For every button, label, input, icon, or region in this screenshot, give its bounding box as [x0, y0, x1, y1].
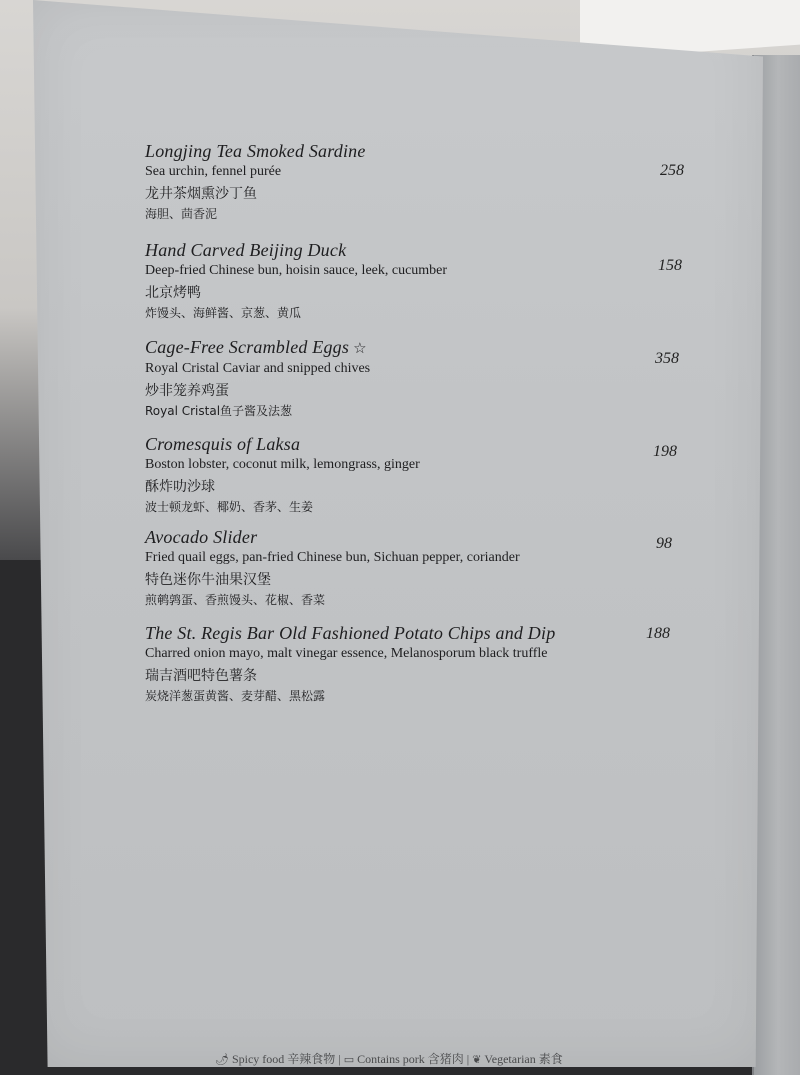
item-description-cn: 炸馒头、海鲜酱、京葱、黄瓜	[145, 306, 302, 320]
legend-pork: Contains pork 含猪肉	[357, 1052, 464, 1066]
item-description-cn: 煎鹌鹑蛋、香煎馒头、花椒、香菜	[145, 593, 326, 607]
item-price: 258	[660, 162, 684, 179]
item-price: 198	[653, 443, 677, 460]
item-name-cn: 北京烤鸭	[145, 285, 201, 301]
legend-spicy: Spicy food 辛辣食物	[231, 1052, 336, 1066]
item-description-cn: 炭烧洋葱蛋黄酱、麦芽醋、黑松露	[145, 689, 326, 703]
menu-legend	[215, 1050, 735, 1067]
menu-item	[145, 140, 705, 224]
item-name-text: Cage-Free Scrambled Eggs	[145, 337, 350, 357]
item-description: Deep-fried Chinese bun, hoisin sauce, leek, cucumber	[145, 263, 448, 278]
item-name	[145, 336, 705, 359]
item-description: Sea urchin, fennel purée	[145, 164, 282, 179]
menu-item	[145, 526, 705, 610]
legend-separator: |	[466, 1052, 470, 1066]
item-name: Longjing Tea Smoked Sardine	[145, 141, 366, 161]
menu-item	[145, 622, 705, 706]
item-description: Fried quail eggs, pan-fried Chinese bun, Sichuan pepper, coriander	[145, 550, 520, 565]
chili-icon: 🌶︎	[215, 1053, 229, 1066]
item-description: Boston lobster, coconut milk, lemongrass, ginger	[145, 457, 420, 472]
item-name-cn: 特色迷你牛油果汉堡	[145, 572, 271, 588]
item-name-cn: 瑞吉酒吧特色薯条	[145, 668, 257, 684]
pork-icon: ▭	[343, 1053, 355, 1066]
item-name: Hand Carved Beijing Duck	[145, 240, 347, 260]
item-description-cn: Royal Cristal鱼子酱及法葱	[145, 404, 293, 418]
item-description-cn: 海胆、茴香泥	[145, 207, 218, 221]
legend-vegetarian: Vegetarian 素食	[484, 1052, 563, 1066]
item-price: 98	[656, 535, 672, 552]
item-description-cn: 波士顿龙虾、椰奶、香茅、生姜	[145, 500, 314, 514]
menu-item	[145, 336, 705, 421]
item-description: Royal Cristal Caviar and snipped chives	[145, 361, 371, 376]
legend-separator: |	[338, 1052, 341, 1066]
leaf-icon: ❦	[472, 1053, 482, 1066]
item-description: Charred onion mayo, malt vinegar essence, Melanosporum black truffle	[145, 646, 548, 661]
item-name: The St. Regis Bar Old Fashioned Potato Chips and Dip	[145, 623, 556, 643]
item-price: 188	[646, 625, 670, 642]
item-name: Cromesquis of Laksa	[145, 434, 301, 454]
item-name-cn: 酥炸叻沙球	[145, 479, 215, 495]
star-icon: ☆	[353, 339, 367, 357]
menu-item	[145, 433, 705, 517]
item-name: Avocado Slider	[145, 527, 258, 547]
item-price: 358	[655, 350, 679, 367]
item-price: 158	[658, 257, 682, 274]
item-name-cn: 龙井茶烟熏沙丁鱼	[145, 186, 257, 202]
item-name-cn: 炒非笼养鸡蛋	[145, 383, 229, 399]
menu-item	[145, 239, 705, 323]
